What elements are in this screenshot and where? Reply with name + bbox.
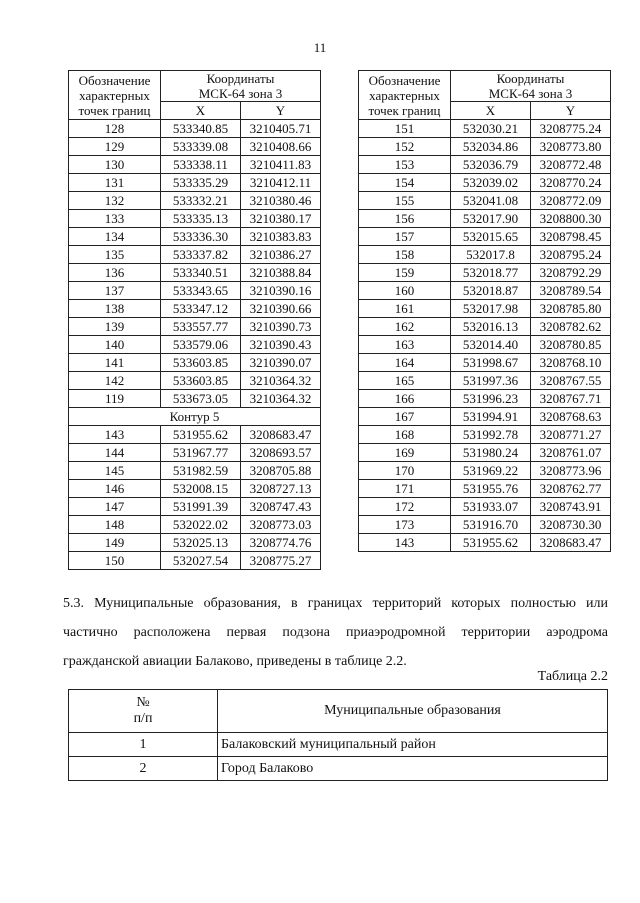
table-row bbox=[69, 192, 321, 210]
x-coordinate-cell: 532008.15 bbox=[161, 480, 241, 498]
x-coordinate-cell: 532027.54 bbox=[161, 552, 241, 570]
x-coordinate-cell: 532017.8 bbox=[451, 246, 531, 264]
x-coordinate-cell: 531994.91 bbox=[451, 408, 531, 426]
table-row bbox=[359, 120, 611, 138]
point-id-cell: 164 bbox=[359, 354, 451, 372]
x-coordinate-cell: 532015.65 bbox=[451, 228, 531, 246]
y-coordinate-cell: 3210380.46 bbox=[241, 192, 321, 210]
y-coordinate-cell: 3208795.24 bbox=[531, 246, 611, 264]
y-coordinate-cell: 3210390.66 bbox=[241, 300, 321, 318]
table-row bbox=[359, 174, 611, 192]
x-coordinate-cell: 531967.77 bbox=[161, 444, 241, 462]
table-row bbox=[69, 552, 321, 570]
point-id-cell: 157 bbox=[359, 228, 451, 246]
col-header-y: Y bbox=[531, 102, 611, 120]
x-coordinate-cell: 533338.11 bbox=[161, 156, 241, 174]
y-coordinate-cell: 3208792.29 bbox=[531, 264, 611, 282]
y-coordinate-cell: 3208800.30 bbox=[531, 210, 611, 228]
table-row bbox=[359, 282, 611, 300]
x-coordinate-cell: 532041.08 bbox=[451, 192, 531, 210]
y-coordinate-cell: 3208768.10 bbox=[531, 354, 611, 372]
point-id-cell: 172 bbox=[359, 498, 451, 516]
table-row bbox=[359, 138, 611, 156]
y-coordinate-cell: 3210405.71 bbox=[241, 120, 321, 138]
x-coordinate-cell: 532017.90 bbox=[451, 210, 531, 228]
x-coordinate-cell: 533340.51 bbox=[161, 264, 241, 282]
y-coordinate-cell: 3210364.32 bbox=[241, 390, 321, 408]
table-row bbox=[69, 444, 321, 462]
y-coordinate-cell: 3208775.24 bbox=[531, 120, 611, 138]
y-coordinate-cell: 3208767.71 bbox=[531, 390, 611, 408]
table-row bbox=[69, 480, 321, 498]
point-id-cell: 161 bbox=[359, 300, 451, 318]
point-id-cell: 173 bbox=[359, 516, 451, 534]
municipality-name-cell: Город Балаково bbox=[218, 757, 608, 781]
x-coordinate-cell: 531916.70 bbox=[451, 516, 531, 534]
table-row bbox=[359, 192, 611, 210]
x-coordinate-cell: 533579.06 bbox=[161, 336, 241, 354]
table-row bbox=[69, 498, 321, 516]
y-coordinate-cell: 3210383.83 bbox=[241, 228, 321, 246]
point-id-cell: 143 bbox=[359, 534, 451, 552]
y-coordinate-cell: 3208773.80 bbox=[531, 138, 611, 156]
x-coordinate-cell: 531991.39 bbox=[161, 498, 241, 516]
table-row bbox=[69, 372, 321, 390]
point-id-cell: 139 bbox=[69, 318, 161, 336]
y-coordinate-cell: 3208780.85 bbox=[531, 336, 611, 354]
point-id-cell: 136 bbox=[69, 264, 161, 282]
point-id-cell: 128 bbox=[69, 120, 161, 138]
col-header-y: Y bbox=[241, 102, 321, 120]
x-coordinate-cell: 531955.62 bbox=[161, 426, 241, 444]
x-coordinate-cell: 532017.98 bbox=[451, 300, 531, 318]
col-header-coordinates: Координаты МСК-64 зона 3 bbox=[161, 71, 321, 102]
table-row bbox=[69, 757, 608, 781]
y-coordinate-cell: 3208767.55 bbox=[531, 372, 611, 390]
point-id-cell: 159 bbox=[359, 264, 451, 282]
table-row bbox=[69, 390, 321, 408]
point-id-cell: 171 bbox=[359, 480, 451, 498]
table-row bbox=[359, 246, 611, 264]
x-coordinate-cell: 533340.85 bbox=[161, 120, 241, 138]
municipality-name-cell: Балаковский муниципальный район bbox=[218, 733, 608, 757]
point-id-cell: 131 bbox=[69, 174, 161, 192]
table-row bbox=[359, 498, 611, 516]
y-coordinate-cell: 3210364.32 bbox=[241, 372, 321, 390]
table-row bbox=[359, 264, 611, 282]
y-coordinate-cell: 3208772.48 bbox=[531, 156, 611, 174]
y-coordinate-cell: 3208771.27 bbox=[531, 426, 611, 444]
point-id-cell: 169 bbox=[359, 444, 451, 462]
table-row bbox=[359, 228, 611, 246]
table-row bbox=[69, 462, 321, 480]
table-row bbox=[69, 733, 608, 757]
table-row bbox=[69, 120, 321, 138]
y-coordinate-cell: 3210411.83 bbox=[241, 156, 321, 174]
x-coordinate-cell: 532018.77 bbox=[451, 264, 531, 282]
y-coordinate-cell: 3208774.76 bbox=[241, 534, 321, 552]
col-header-x: X bbox=[161, 102, 241, 120]
y-coordinate-cell: 3208683.47 bbox=[241, 426, 321, 444]
y-coordinate-cell: 3210390.43 bbox=[241, 336, 321, 354]
table-row bbox=[359, 426, 611, 444]
table-row bbox=[69, 516, 321, 534]
point-id-cell: 154 bbox=[359, 174, 451, 192]
point-id-cell: 140 bbox=[69, 336, 161, 354]
x-coordinate-cell: 533337.82 bbox=[161, 246, 241, 264]
table-row bbox=[359, 390, 611, 408]
col-header-points: Обозначение характерных точек границ bbox=[69, 71, 161, 120]
point-id-cell: 147 bbox=[69, 498, 161, 516]
x-coordinate-cell: 531955.62 bbox=[451, 534, 531, 552]
point-id-cell: 146 bbox=[69, 480, 161, 498]
x-coordinate-cell: 531998.67 bbox=[451, 354, 531, 372]
y-coordinate-cell: 3208768.63 bbox=[531, 408, 611, 426]
x-coordinate-cell: 532016.13 bbox=[451, 318, 531, 336]
y-coordinate-cell: 3210390.07 bbox=[241, 354, 321, 372]
y-coordinate-cell: 3210386.27 bbox=[241, 246, 321, 264]
x-coordinate-cell: 533673.05 bbox=[161, 390, 241, 408]
x-coordinate-cell: 533335.13 bbox=[161, 210, 241, 228]
coordinates-table-right bbox=[358, 70, 611, 552]
table-row bbox=[359, 444, 611, 462]
x-coordinate-cell: 531992.78 bbox=[451, 426, 531, 444]
point-id-cell: 163 bbox=[359, 336, 451, 354]
table-row bbox=[69, 336, 321, 354]
table-row bbox=[359, 516, 611, 534]
point-id-cell: 130 bbox=[69, 156, 161, 174]
point-id-cell: 152 bbox=[359, 138, 451, 156]
table-row bbox=[69, 210, 321, 228]
contour-label: Контур 5 bbox=[69, 408, 321, 426]
x-coordinate-cell: 533603.85 bbox=[161, 354, 241, 372]
x-coordinate-cell: 532025.13 bbox=[161, 534, 241, 552]
x-coordinate-cell: 532036.79 bbox=[451, 156, 531, 174]
table-row bbox=[69, 300, 321, 318]
point-id-cell: 162 bbox=[359, 318, 451, 336]
x-coordinate-cell: 531955.76 bbox=[451, 480, 531, 498]
table-row bbox=[359, 534, 611, 552]
y-coordinate-cell: 3208705.88 bbox=[241, 462, 321, 480]
y-coordinate-cell: 3210412.11 bbox=[241, 174, 321, 192]
col-header-number: № п/п bbox=[69, 690, 218, 733]
x-coordinate-cell: 532034.86 bbox=[451, 138, 531, 156]
y-coordinate-cell: 3210388.84 bbox=[241, 264, 321, 282]
point-id-cell: 148 bbox=[69, 516, 161, 534]
coordinates-table-left bbox=[68, 70, 321, 570]
table-row bbox=[69, 228, 321, 246]
point-id-cell: 137 bbox=[69, 282, 161, 300]
point-id-cell: 138 bbox=[69, 300, 161, 318]
row-number-cell: 2 bbox=[69, 757, 218, 781]
table-row bbox=[359, 408, 611, 426]
y-coordinate-cell: 3208727.13 bbox=[241, 480, 321, 498]
y-coordinate-cell: 3210390.16 bbox=[241, 282, 321, 300]
table-caption: Таблица 2.2 bbox=[537, 669, 608, 684]
x-coordinate-cell: 533339.08 bbox=[161, 138, 241, 156]
table-row bbox=[359, 210, 611, 228]
x-coordinate-cell: 532022.02 bbox=[161, 516, 241, 534]
x-coordinate-cell: 533603.85 bbox=[161, 372, 241, 390]
x-coordinate-cell: 533335.29 bbox=[161, 174, 241, 192]
y-coordinate-cell: 3208743.91 bbox=[531, 498, 611, 516]
col-header-coordinates: Координаты МСК-64 зона 3 bbox=[451, 71, 611, 102]
point-id-cell: 129 bbox=[69, 138, 161, 156]
table-row bbox=[359, 480, 611, 498]
point-id-cell: 142 bbox=[69, 372, 161, 390]
point-id-cell: 151 bbox=[359, 120, 451, 138]
y-coordinate-cell: 3208762.77 bbox=[531, 480, 611, 498]
table-row bbox=[359, 336, 611, 354]
y-coordinate-cell: 3208798.45 bbox=[531, 228, 611, 246]
table-row bbox=[69, 174, 321, 192]
x-coordinate-cell: 533557.77 bbox=[161, 318, 241, 336]
point-id-cell: 145 bbox=[69, 462, 161, 480]
table-row bbox=[69, 426, 321, 444]
point-id-cell: 134 bbox=[69, 228, 161, 246]
point-id-cell: 143 bbox=[69, 426, 161, 444]
point-id-cell: 167 bbox=[359, 408, 451, 426]
x-coordinate-cell: 531933.07 bbox=[451, 498, 531, 516]
y-coordinate-cell: 3208730.30 bbox=[531, 516, 611, 534]
col-header-x: X bbox=[451, 102, 531, 120]
point-id-cell: 141 bbox=[69, 354, 161, 372]
page-number: 11 bbox=[313, 40, 327, 55]
table-row bbox=[69, 156, 321, 174]
x-coordinate-cell: 531969.22 bbox=[451, 462, 531, 480]
table-row bbox=[359, 462, 611, 480]
y-coordinate-cell: 3210380.17 bbox=[241, 210, 321, 228]
col-header-points: Обозначение характерных точек границ bbox=[359, 71, 451, 120]
table-row bbox=[359, 300, 611, 318]
y-coordinate-cell: 3208785.80 bbox=[531, 300, 611, 318]
point-id-cell: 170 bbox=[359, 462, 451, 480]
y-coordinate-cell: 3208761.07 bbox=[531, 444, 611, 462]
point-id-cell: 119 bbox=[69, 390, 161, 408]
x-coordinate-cell: 531996.23 bbox=[451, 390, 531, 408]
table-row bbox=[359, 354, 611, 372]
x-coordinate-cell: 531982.59 bbox=[161, 462, 241, 480]
x-coordinate-cell: 533336.30 bbox=[161, 228, 241, 246]
table-row bbox=[69, 534, 321, 552]
y-coordinate-cell: 3210390.73 bbox=[241, 318, 321, 336]
y-coordinate-cell: 3208775.27 bbox=[241, 552, 321, 570]
point-id-cell: 156 bbox=[359, 210, 451, 228]
x-coordinate-cell: 531997.36 bbox=[451, 372, 531, 390]
contour-row bbox=[69, 408, 321, 426]
point-id-cell: 149 bbox=[69, 534, 161, 552]
y-coordinate-cell: 3208773.03 bbox=[241, 516, 321, 534]
y-coordinate-cell: 3208773.96 bbox=[531, 462, 611, 480]
point-id-cell: 168 bbox=[359, 426, 451, 444]
point-id-cell: 144 bbox=[69, 444, 161, 462]
point-id-cell: 165 bbox=[359, 372, 451, 390]
municipal-table bbox=[68, 689, 608, 781]
y-coordinate-cell: 3208747.43 bbox=[241, 498, 321, 516]
y-coordinate-cell: 3208693.57 bbox=[241, 444, 321, 462]
point-id-cell: 132 bbox=[69, 192, 161, 210]
x-coordinate-cell: 532018.87 bbox=[451, 282, 531, 300]
x-coordinate-cell: 533332.21 bbox=[161, 192, 241, 210]
point-id-cell: 150 bbox=[69, 552, 161, 570]
y-coordinate-cell: 3208683.47 bbox=[531, 534, 611, 552]
point-id-cell: 166 bbox=[359, 390, 451, 408]
x-coordinate-cell: 532030.21 bbox=[451, 120, 531, 138]
point-id-cell: 155 bbox=[359, 192, 451, 210]
x-coordinate-cell: 533343.65 bbox=[161, 282, 241, 300]
table-row bbox=[359, 372, 611, 390]
col-header-municipality: Муниципальные образования bbox=[218, 690, 608, 733]
x-coordinate-cell: 532014.40 bbox=[451, 336, 531, 354]
table-row bbox=[69, 354, 321, 372]
y-coordinate-cell: 3210408.66 bbox=[241, 138, 321, 156]
point-id-cell: 158 bbox=[359, 246, 451, 264]
x-coordinate-cell: 532039.02 bbox=[451, 174, 531, 192]
x-coordinate-cell: 533347.12 bbox=[161, 300, 241, 318]
table-row bbox=[69, 246, 321, 264]
section-paragraph: 5.3. Муниципальные образования, в границах территорий которых полностью или частично расположена первая подзона приаэродромной территории аэродрома гражданской авиации Балаково, приведены в таблице 2.2. bbox=[63, 596, 608, 669]
point-id-cell: 153 bbox=[359, 156, 451, 174]
y-coordinate-cell: 3208772.09 bbox=[531, 192, 611, 210]
x-coordinate-cell: 531980.24 bbox=[451, 444, 531, 462]
table-row bbox=[69, 318, 321, 336]
y-coordinate-cell: 3208789.54 bbox=[531, 282, 611, 300]
point-id-cell: 135 bbox=[69, 246, 161, 264]
table-row bbox=[359, 156, 611, 174]
table-row bbox=[69, 282, 321, 300]
table-row bbox=[69, 264, 321, 282]
table-row bbox=[359, 318, 611, 336]
y-coordinate-cell: 3208770.24 bbox=[531, 174, 611, 192]
point-id-cell: 133 bbox=[69, 210, 161, 228]
y-coordinate-cell: 3208782.62 bbox=[531, 318, 611, 336]
row-number-cell: 1 bbox=[69, 733, 218, 757]
point-id-cell: 160 bbox=[359, 282, 451, 300]
table-row bbox=[69, 138, 321, 156]
